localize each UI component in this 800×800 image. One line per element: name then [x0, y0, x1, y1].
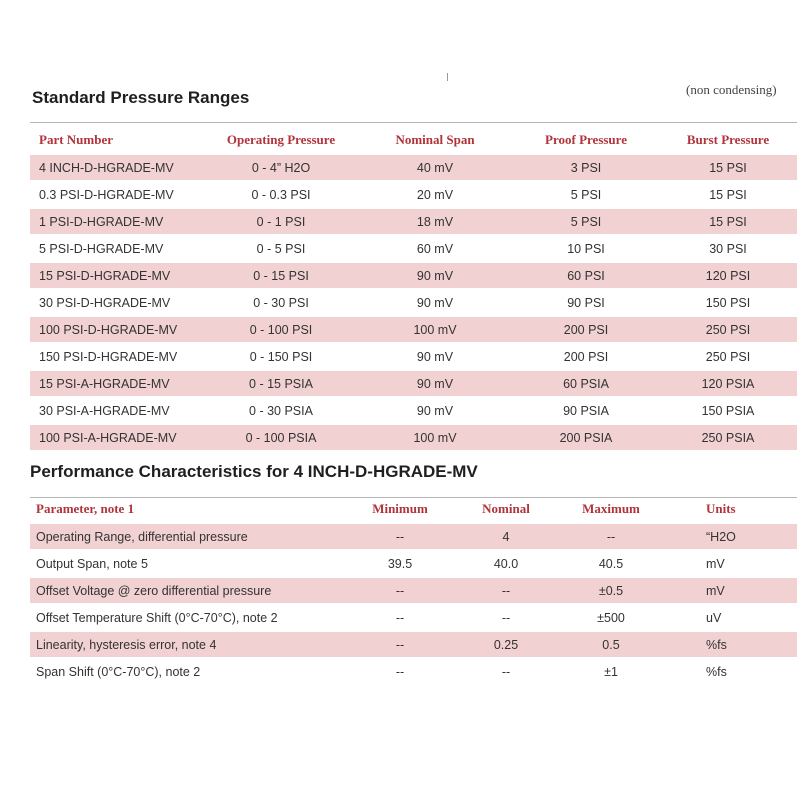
- performance-characteristics-title: Performance Characteristics for 4 INCH-D-HGRADE-MV: [30, 462, 478, 481]
- table-row: [30, 370, 797, 397]
- part-number-cell: 1 PSI-D-HGRADE-MV: [30, 208, 205, 235]
- margin-mark: [447, 73, 448, 81]
- part-number-cell: 150 PSI-D-HGRADE-MV: [39, 349, 178, 364]
- nominal-span-cell: 90 mV: [357, 370, 513, 397]
- table-row: [30, 208, 797, 235]
- minimum-cell: --: [395, 610, 405, 625]
- table-row: [30, 289, 797, 316]
- parameter-cell: Operating Range, differential pressure: [30, 523, 342, 550]
- maximum-cell: ±1: [604, 665, 618, 679]
- units-cell: %fs: [706, 665, 727, 679]
- non-condensing-note: (non condensing): [686, 82, 777, 97]
- nominal-span-cell: 20 mV: [416, 187, 454, 202]
- part-number-cell: 15 PSI-A-HGRADE-MV: [30, 370, 205, 397]
- header-nominal-span: Nominal Span: [395, 131, 475, 147]
- part-number-cell: 30 PSI-A-HGRADE-MV: [39, 403, 170, 418]
- burst-pressure-cell: 250 PSI: [659, 316, 797, 343]
- nominal-span-cell: 90 mV: [416, 295, 454, 310]
- burst-pressure-cell: 15 PSI: [659, 208, 797, 235]
- proof-pressure-cell: 10 PSI: [567, 241, 605, 256]
- units-cell: uV: [706, 610, 722, 625]
- nominal-cell: --: [501, 610, 511, 625]
- operating-pressure-cell: 0 - 1 PSI: [205, 208, 357, 235]
- part-number-cell: 30 PSI-D-HGRADE-MV: [39, 295, 171, 310]
- burst-pressure-cell: 150 PSI: [705, 295, 751, 310]
- parameter-cell: Span Shift (0°C-70°C), note 2: [36, 665, 201, 679]
- parameter-cell: Offset Temperature Shift (0°C-70°C), note 2: [36, 610, 278, 625]
- header-nominal: Nominal: [482, 501, 530, 516]
- nominal-span-cell: 90 mV: [357, 262, 513, 289]
- part-number-cell: 4 INCH-D-HGRADE-MV: [30, 154, 205, 181]
- operating-pressure-cell: 0 - 100 PSIA: [205, 424, 357, 451]
- part-number-cell: 15 PSI-D-HGRADE-MV: [30, 262, 205, 289]
- operating-pressure-cell: 0 - 15 PSIA: [205, 370, 357, 397]
- nominal-cell: 4: [458, 523, 554, 550]
- table-row: [30, 154, 797, 181]
- nominal-span-cell: 90 mV: [416, 349, 454, 364]
- operating-pressure-cell: 0 - 30 PSIA: [249, 403, 313, 418]
- ranges-divider: [30, 122, 797, 123]
- part-number-cell: 0.3 PSI-D-HGRADE-MV: [39, 187, 174, 202]
- operating-pressure-cell: 0 - 30 PSI: [253, 295, 309, 310]
- burst-pressure-cell: 150 PSIA: [701, 403, 755, 418]
- pressure-ranges-table: [30, 126, 797, 452]
- units-cell: “H2O: [668, 523, 797, 550]
- performance-header-row: [30, 496, 797, 523]
- units-cell: %fs: [668, 631, 797, 658]
- parameter-cell: Output Span, note 5: [36, 556, 148, 571]
- burst-pressure-cell: 250 PSI: [705, 349, 751, 364]
- nominal-span-cell: 100 mV: [357, 424, 513, 451]
- nominal-span-cell: 40 mV: [357, 154, 513, 181]
- burst-pressure-cell: 120 PSIA: [659, 370, 797, 397]
- table-row: [30, 577, 797, 604]
- table-row: [30, 343, 797, 370]
- operating-pressure-cell: 0 - 5 PSI: [256, 241, 306, 256]
- operating-pressure-cell: 0 - 0.3 PSI: [251, 187, 311, 202]
- burst-pressure-cell: 120 PSI: [659, 262, 797, 289]
- proof-pressure-cell: 3 PSI: [513, 154, 659, 181]
- burst-pressure-cell: 15 PSI: [659, 154, 797, 181]
- table-row: [30, 658, 797, 685]
- table-row: [30, 181, 797, 208]
- nominal-span-cell: 18 mV: [357, 208, 513, 235]
- nominal-cell: --: [501, 665, 511, 679]
- proof-pressure-cell: 90 PSI: [567, 295, 605, 310]
- header-operating-pressure: Operating Pressure: [226, 131, 336, 147]
- proof-pressure-cell: 200 PSI: [513, 316, 659, 343]
- table-row: [30, 550, 797, 577]
- units-cell: mV: [706, 556, 725, 571]
- performance-table: [30, 496, 797, 685]
- proof-pressure-cell: 200 PSIA: [513, 424, 659, 451]
- proof-pressure-cell: 60 PSIA: [513, 370, 659, 397]
- proof-pressure-cell: 5 PSI: [570, 187, 602, 202]
- header-minimum: Minimum: [372, 501, 428, 516]
- proof-pressure-cell: 90 PSIA: [563, 403, 609, 418]
- maximum-cell: ±0.5: [554, 577, 668, 604]
- minimum-cell: --: [342, 631, 458, 658]
- proof-pressure-cell: 5 PSI: [513, 208, 659, 235]
- nominal-span-cell: 100 mV: [357, 316, 513, 343]
- nominal-span-cell: 90 mV: [416, 403, 454, 418]
- header-burst-pressure: Burst Pressure: [686, 131, 770, 147]
- table-row: [30, 316, 797, 343]
- maximum-cell: 40.5: [598, 556, 624, 571]
- parameter-cell: Linearity, hysteresis error, note 4: [30, 631, 342, 658]
- maximum-cell: ±500: [597, 610, 625, 625]
- table-row: [30, 523, 797, 550]
- nominal-cell: 0.25: [458, 631, 554, 658]
- operating-pressure-cell: 0 - 15 PSI: [205, 262, 357, 289]
- table-row: [30, 397, 797, 424]
- header-proof-pressure: Proof Pressure: [545, 131, 627, 147]
- table-row: [30, 424, 797, 451]
- table-row: [30, 262, 797, 289]
- part-number-cell: 100 PSI-D-HGRADE-MV: [30, 316, 205, 343]
- operating-pressure-cell: 0 - 150 PSI: [249, 349, 313, 364]
- units-cell: mV: [668, 577, 797, 604]
- minimum-cell: --: [342, 523, 458, 550]
- part-number-cell: 100 PSI-A-HGRADE-MV: [30, 424, 205, 451]
- proof-pressure-cell: 200 PSI: [563, 349, 609, 364]
- parameter-cell: Offset Voltage @ zero differential pressure: [30, 577, 342, 604]
- header-maximum: Maximum: [582, 501, 640, 516]
- header-part-number: Part Number: [39, 131, 114, 147]
- header-units: Units: [706, 501, 736, 516]
- table-row: [30, 235, 797, 262]
- operating-pressure-cell: 0 - 4” H2O: [205, 154, 357, 181]
- part-number-cell: 5 PSI-D-HGRADE-MV: [39, 241, 164, 256]
- table-row: [30, 631, 797, 658]
- nominal-cell: --: [458, 577, 554, 604]
- minimum-cell: 39.5: [387, 556, 413, 571]
- burst-pressure-cell: 250 PSIA: [659, 424, 797, 451]
- minimum-cell: --: [395, 665, 405, 679]
- maximum-cell: --: [554, 523, 668, 550]
- burst-pressure-cell: 15 PSI: [709, 187, 747, 202]
- operating-pressure-cell: 0 - 100 PSI: [205, 316, 357, 343]
- maximum-cell: 0.5: [554, 631, 668, 658]
- standard-pressure-ranges-title: Standard Pressure Ranges: [32, 88, 250, 107]
- minimum-cell: --: [342, 577, 458, 604]
- header-parameter: Parameter, note 1: [36, 501, 135, 516]
- nominal-span-cell: 60 mV: [416, 241, 454, 256]
- proof-pressure-cell: 60 PSI: [513, 262, 659, 289]
- nominal-cell: 40.0: [493, 556, 519, 571]
- table-row: [30, 604, 797, 631]
- ranges-header-row: [30, 126, 797, 154]
- burst-pressure-cell: 30 PSI: [709, 241, 747, 256]
